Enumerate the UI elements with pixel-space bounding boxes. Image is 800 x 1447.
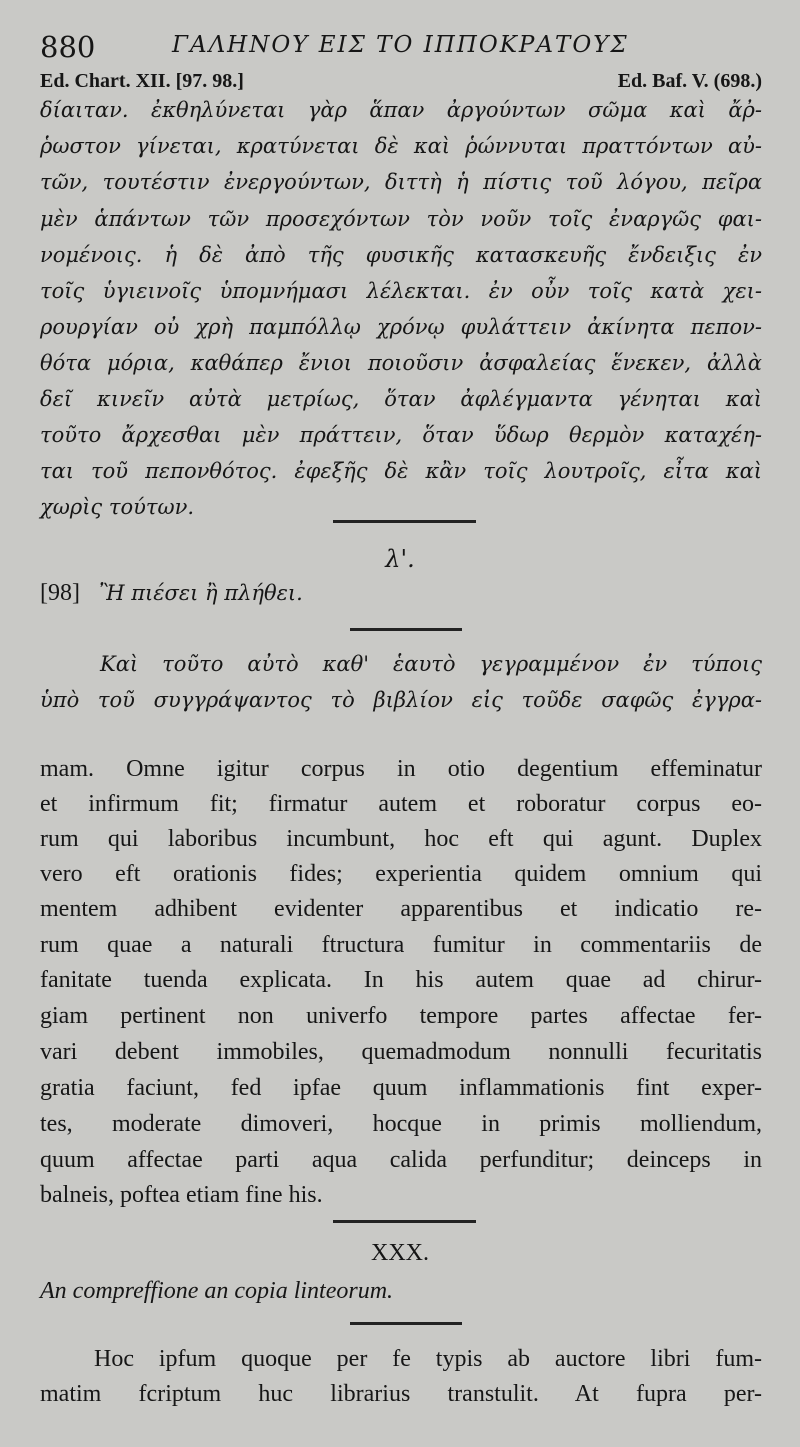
greek-line: ρουργίαν οὐ χρὴ παμπόλλῳ χρόνῳ φυλάττειν ἀκίνητα πεπον- (40, 315, 762, 339)
greek-line: τοῦτο ἄρχεσθαι μὲν πράττειν, ὅταν ὕδωρ θερμὸν καταχέη- (40, 423, 762, 447)
latin-section-number: XXX. (371, 1240, 429, 1266)
latin-line: matim fcriptum huc librarius transtulit. At fupra per- (40, 1381, 762, 1407)
latin-line: giam pertinent non univerfo tempore partes affectae fer- (40, 1003, 762, 1029)
greek-line: νομένοις. ἡ δὲ ἀπὸ τῆς φυσικῆς κατασκευῆς ἔνδειξις ἐν (40, 243, 762, 267)
section-divider (333, 520, 476, 523)
latin-line: Hoc ipfum quoque per fe typis ab auctore libri fum- (94, 1346, 762, 1372)
greek-line: ὑπὸ τοῦ συγγράψαντος τὸ βιβλίον εἰς τοῦδε σαφῶς ἐγγρα- (40, 688, 762, 712)
latin-line: mam. Omne igitur corpus in otio degentium effeminatur (40, 756, 762, 782)
greek-line: μὲν ἁπάντων τῶν προσεχόντων τὸν νοῦν τοῖς ἐναργῶς φαι- (40, 207, 762, 231)
latin-line: quum affectae parti aqua calida perfunditur; deinceps in (40, 1147, 762, 1173)
greek-lemma-line (40, 580, 303, 607)
edition-left: Ed. Chart. XII. [97. 98.] (40, 70, 244, 92)
latin-line: rum quae a naturali ftructura fumitur in commentariis de (40, 932, 762, 958)
running-title: ΓΑΛΗΝΟΥ ΕΙΣ ΤΟ ΙΠΠΟΚΡΑΤΟΥΣ (172, 32, 629, 58)
greek-line: τοῖς ὑγιεινοῖς ὑπομνήμασι λέλεκται. ἐν οὖν τοῖς κατὰ χει- (40, 279, 762, 303)
edition-references (40, 70, 762, 96)
page-bracket: [98] (40, 580, 80, 606)
edition-right: Ed. Baf. V. (698.) (617, 70, 762, 92)
latin-line: tes, moderate dimoveri, hocque in primis molliendum, (40, 1111, 762, 1137)
greek-line: δίαιταν. ἐκθηλύνεται γὰρ ἅπαν ἀργούντων σῶμα καὶ ἄῤ- (40, 98, 762, 122)
latin-line: vero eft orationis fides; experientia quidem omnium qui (40, 861, 762, 887)
greek-section-number: λ'. (385, 545, 415, 573)
latin-lemma: An compreffione an copia linteorum. (40, 1278, 394, 1304)
greek-line: θότα μόρια, καθάπερ ἔνιοι ποιοῦσιν ἀσφαλείας ἕνεκεν, ἀλλὰ (40, 351, 762, 375)
latin-line: balneis, poftea etiam fine his. (40, 1182, 323, 1208)
lemma-divider (350, 1322, 462, 1325)
latin-line: vari debent immobiles, quemadmodum nonnulli fecuritatis (40, 1039, 762, 1065)
section-divider (333, 1220, 476, 1223)
page-header (40, 30, 760, 66)
latin-line: gratia faciunt, fed ipfae quum inflammationis fint exper- (40, 1075, 762, 1101)
page-number: 880 (40, 30, 96, 64)
greek-line: Καὶ τοῦτο αὐτὸ καθ' ἑαυτὸ γεγραμμένον ἐν τύποις (100, 652, 762, 676)
latin-line: fanitate tuenda explicata. In his autem quae ad chirur- (40, 967, 762, 993)
greek-line: ῥωστον γίνεται, κρατύνεται δὲ καὶ ῥώννυται πραττόντων αὐ- (40, 134, 762, 158)
latin-line: mentem adhibent evidenter apparentibus et indicatio re- (40, 896, 762, 922)
greek-line: χωρὶς τούτων. (40, 495, 195, 519)
greek-lemma: Ἢ πιέσει ἢ πλήθει. (99, 581, 303, 605)
lemma-divider (350, 628, 462, 631)
greek-line: ται τοῦ πεπονθότος. ἐφεξῆς δὲ κἂν τοῖς λουτροῖς, εἶτα καὶ (40, 459, 762, 483)
greek-line: τῶν, τουτέστιν ἐνεργούντων, διττὴ ἡ πίστις τοῦ λόγου, πεῖρα (40, 170, 762, 194)
latin-line: et infirmum fit; firmatur autem et roboratur corpus eo- (40, 791, 762, 817)
latin-line: rum qui laboribus incumbunt, hoc eft qui agunt. Duplex (40, 826, 762, 852)
greek-line: δεῖ κινεῖν αὐτὰ μετρίως, ὅταν ἀφλέγμαντα γένηται καὶ (40, 387, 762, 411)
